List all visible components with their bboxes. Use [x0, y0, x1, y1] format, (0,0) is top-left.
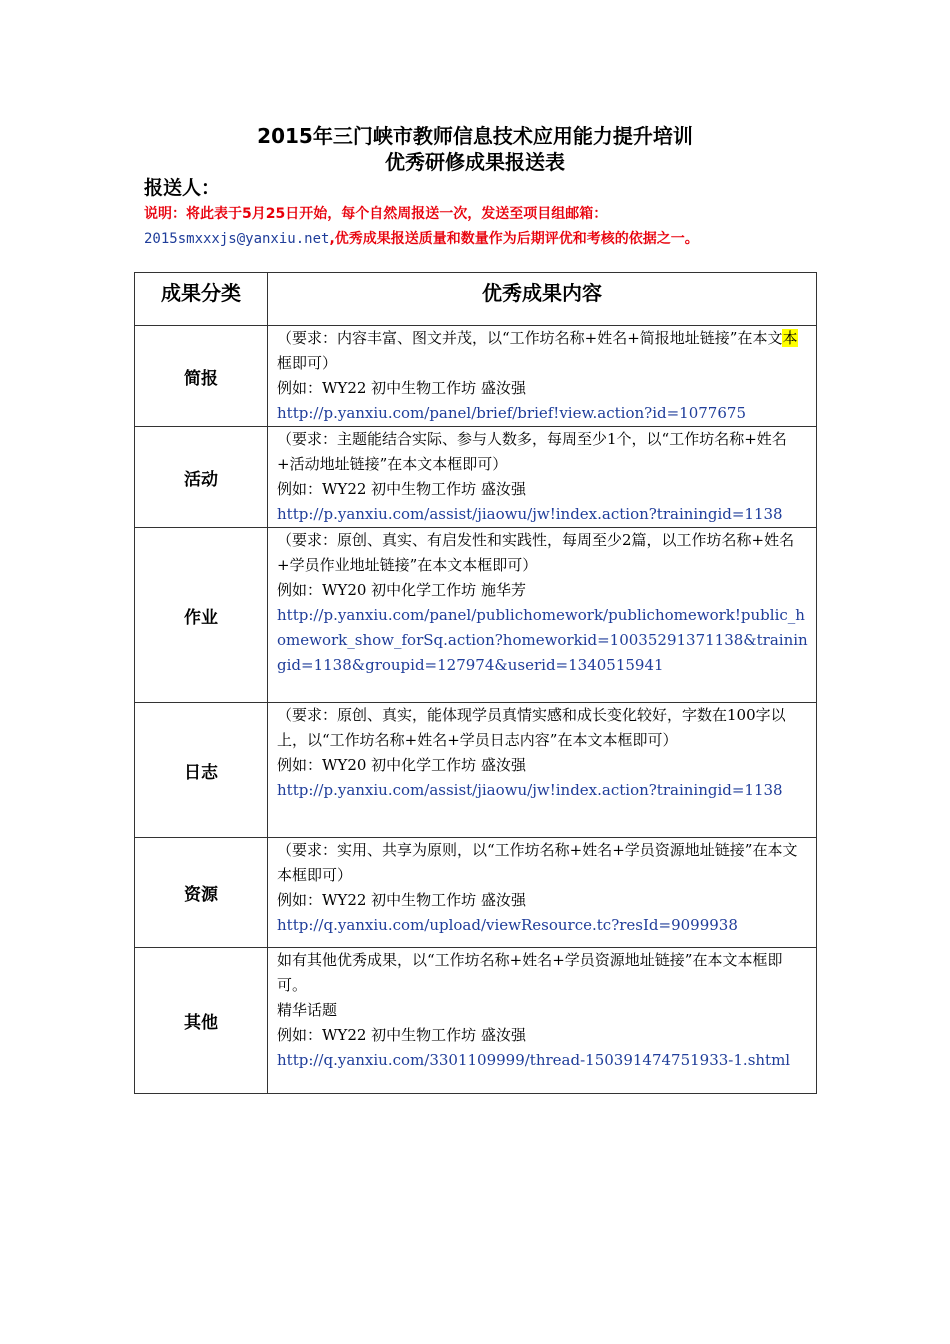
- table-row-activity: [135, 427, 817, 528]
- content-cell: [268, 326, 817, 427]
- table-header-row: [135, 273, 817, 326]
- table-row-journal: [135, 703, 817, 838]
- table-row-other: [135, 948, 817, 1094]
- content-cell: [268, 838, 817, 948]
- category-cell: 资源: [135, 838, 268, 948]
- example-text: 例如：WY20 初中化学工作坊 施华芳: [277, 581, 526, 599]
- header-category: 成果分类: [135, 273, 268, 326]
- requirement-text: （要求：主题能结合实际、参与人数多，每周至少1个，以“工作坊名称+姓名+活动地址链接”在本文本框即可）: [277, 430, 787, 473]
- example-text: 例如：WY22 初中生物工作坊 盛汝强: [277, 1026, 526, 1044]
- requirement-text: （要求：内容丰富、图文并茂，以“工作坊名称+姓名+简报地址链接”在本文本框即可）: [277, 329, 798, 372]
- document-title-line2: 优秀研修成果报送表: [385, 150, 565, 174]
- document-title-line1: 2015年三门峡市教师信息技术应用能力提升培训: [257, 124, 693, 148]
- example-text: 例如：WY20 初中化学工作坊 盛汝强: [277, 756, 526, 774]
- highlighted-text: 本: [782, 329, 798, 347]
- example-link[interactable]: http://q.yanxiu.com/upload/viewResource.tc?resId=9099938: [277, 916, 738, 934]
- example-text: 例如：WY22 初中生物工作坊 盛汝强: [277, 379, 526, 397]
- example-text: 例如：WY22 初中生物工作坊 盛汝强: [277, 891, 526, 909]
- instruction-note: 说明：将此表于5月25日开始，每个自然周报送一次，发送至项目组邮箱：: [144, 206, 608, 222]
- category-cell: 其他: [135, 948, 268, 1094]
- table-row-briefing: [135, 326, 817, 427]
- requirement-text: （要求：原创、真实、有启发性和实践性，每周至少2篇，以工作坊名称+姓名+学员作业地址链接”在本文本框即可）: [277, 531, 795, 574]
- requirement-text: （要求：实用、共享为原则，以“工作坊名称+姓名+学员资源地址链接”在本文本框即可）: [277, 841, 798, 884]
- example-link[interactable]: http://p.yanxiu.com/assist/jiaowu/jw!index.action?trainingid=1138: [277, 505, 783, 523]
- table-row-resource: [135, 838, 817, 948]
- content-cell: [268, 948, 817, 1094]
- email-link[interactable]: 2015smxxxjs@yanxiu.net: [144, 231, 330, 247]
- category-cell: 简报: [135, 326, 268, 427]
- achievements-table: [134, 272, 817, 1094]
- category-cell: 活动: [135, 427, 268, 528]
- example-link[interactable]: http://p.yanxiu.com/panel/publichomework/publichomework!public_homework_show_forSq.action?homeworkid=10035291371138&trainingid=1138&groupid=127974&userid=1340515941: [277, 606, 808, 674]
- content-cell: [268, 427, 817, 528]
- example-link[interactable]: http://p.yanxiu.com/panel/brief/brief!view.action?id=1077675: [277, 404, 746, 422]
- category-cell: 日志: [135, 703, 268, 838]
- example-link[interactable]: http://p.yanxiu.com/assist/jiaowu/jw!index.action?trainingid=1138: [277, 781, 783, 799]
- extra-text: 精华话题: [277, 1001, 338, 1019]
- content-cell: [268, 703, 817, 838]
- header-content: 优秀成果内容: [268, 273, 817, 326]
- requirement-text: 如有其他优秀成果，以“工作坊名称+姓名+学员资源地址链接”在本文本框即可。: [277, 951, 783, 994]
- category-cell: 作业: [135, 528, 268, 703]
- instruction-note-rest: ,优秀成果报送质量和数量作为后期评优和考核的依据之一。: [329, 231, 699, 247]
- table-row-homework: [135, 528, 817, 703]
- example-text: 例如：WY22 初中生物工作坊 盛汝强: [277, 480, 526, 498]
- instruction-note-line2: [144, 226, 844, 252]
- example-link[interactable]: http://q.yanxiu.com/3301109999/thread-150391474751933-1.shtml: [277, 1051, 791, 1069]
- requirement-text: （要求：原创、真实，能体现学员真情实感和成长变化较好，字数在100字以上，以“工作坊名称+姓名+学员日志内容”在本文本框即可）: [277, 706, 786, 749]
- reporter-label: 报送人：: [144, 177, 221, 199]
- content-cell: [268, 528, 817, 703]
